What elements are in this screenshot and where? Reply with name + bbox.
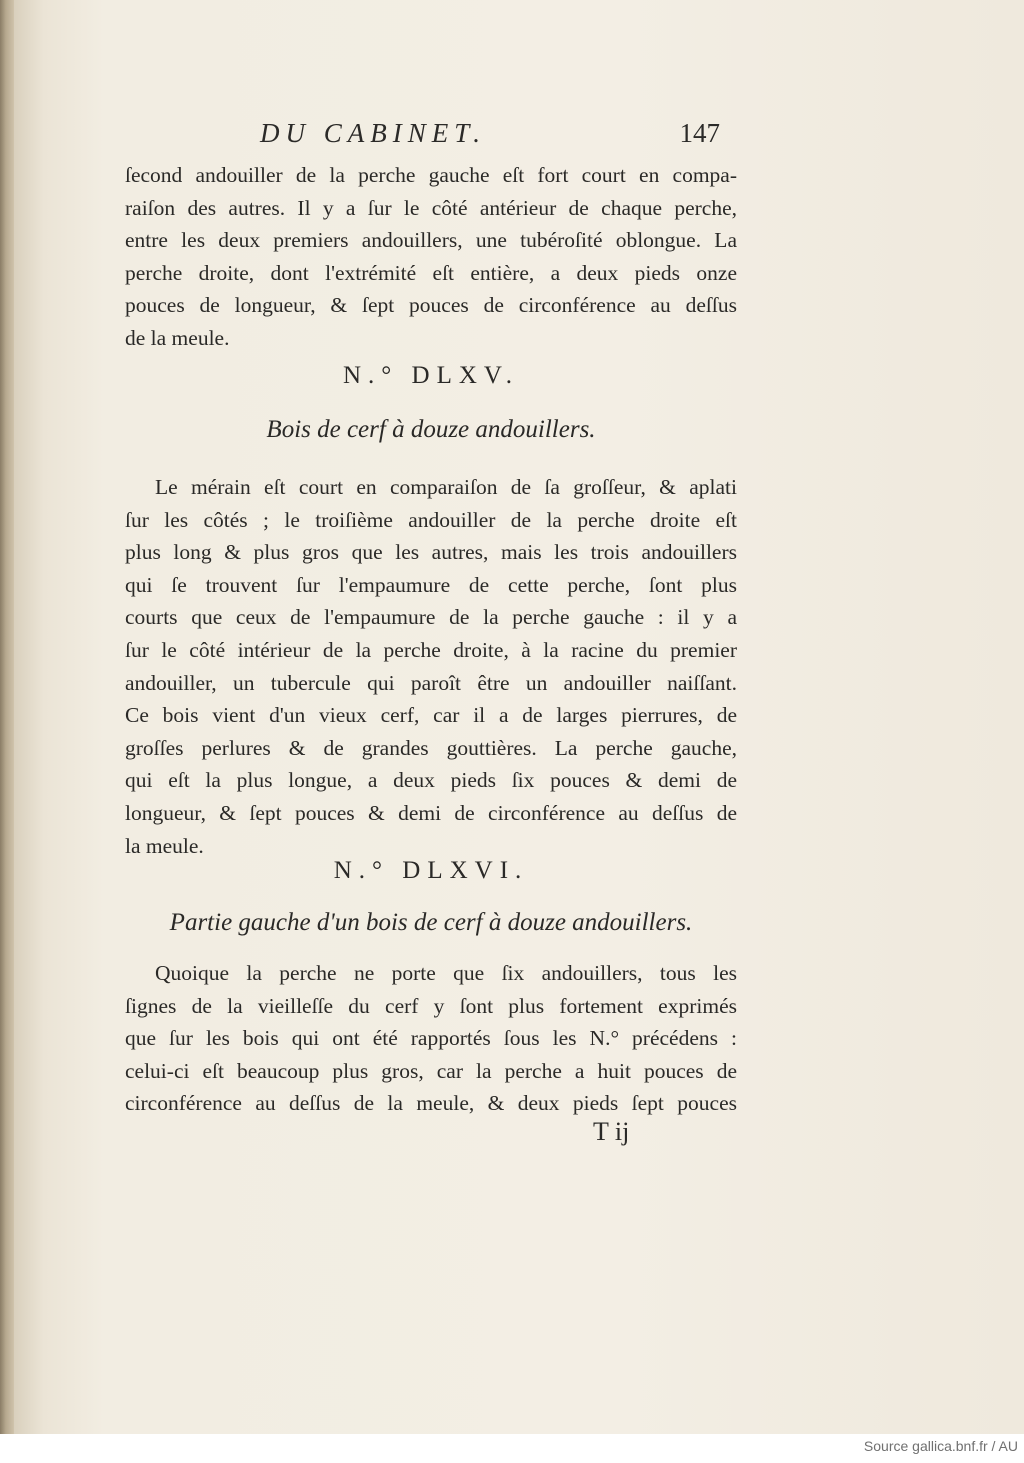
entry-number-dlxvi: N.° DLXVI. (333, 857, 529, 884)
book-gutter (0, 0, 14, 1434)
paragraph-continued (125, 159, 737, 355)
text-line: raiſon des autres. Il y a ſur le côté antérieur de chaque perche, (125, 195, 737, 220)
text-line: Le mérain eſt court en comparaiſon de ſa groſſeur, & aplati (155, 475, 737, 499)
source-credit: Source gallica.bnf.fr / AU (863, 1438, 1018, 1454)
text-line: Quoique la perche ne porte que ſix andouillers, tous les (155, 961, 737, 985)
running-head-title: DU CABINET. (260, 118, 486, 148)
text-line: ſur les côtés ; le troiſième andouiller de la perche droite eſt (125, 507, 737, 532)
entry-body-dlxv (125, 471, 737, 862)
signature-mark: T ij (593, 1117, 630, 1146)
text-line: qui eſt la plus longue, a deux pieds ſix pouces & demi de (125, 768, 737, 793)
text-line: Ce bois vient d'un vieux cerf, car il a de larges pierrures, de (125, 703, 737, 728)
entry-title-dlxv: Bois de cerf à douze andouillers. (266, 416, 596, 443)
text-line: longueur, & ſept pouces & demi de circonférence au deſſus de (125, 800, 737, 825)
text-line: perche droite, dont l'extrémité eſt entière, a deux pieds onze (125, 260, 737, 285)
text-line: la meule. (125, 833, 204, 858)
text-line: celui-ci eſt beaucoup plus gros, car la perche a huit pouces de (125, 1058, 737, 1083)
entry-body-dlxvi (125, 957, 737, 1120)
text-line: de la meule. (125, 325, 230, 350)
text-line: que ſur les bois qui ont été rapportés ſous les N.° précédens : (125, 1026, 737, 1051)
text-line: ſur le côté intérieur de la perche droite, à la racine du premier (125, 637, 737, 662)
text-line: pouces de longueur, & ſept pouces de circonférence au deſſus (125, 293, 737, 318)
page-number: 147 (679, 118, 720, 148)
text-line: ſecond andouiller de la perche gauche eſt fort court en compa- (125, 163, 737, 187)
text-line: entre les deux premiers andouillers, une tubéroſité oblongue. La (125, 228, 737, 253)
text-line: groſſes perlures & de grandes gouttières. La perche gauche, (125, 735, 737, 760)
text-line: andouiller, un tubercule qui paroît être un andouiller naiſſant. (125, 670, 737, 695)
text-line: qui ſe trouvent ſur l'empaumure de cette perche, ſont plus (125, 572, 737, 597)
text-line: plus long & plus gros que les autres, mais les trois andouillers (125, 540, 737, 565)
entry-title-dlxvi: Partie gauche d'un bois de cerf à douze andouillers. (169, 909, 693, 936)
running-head (260, 118, 720, 158)
entry-number-dlxv: N.° DLXV. (342, 362, 519, 389)
text-line: courts que ceux de l'empaumure de la perche gauche : il y a (125, 605, 737, 630)
text-line: ſignes de la vieilleſſe du cerf y ſont plus fortement exprimés (125, 993, 737, 1018)
text-line: circonférence au deſſus de la meule, & deux pieds ſept pouces (125, 1091, 737, 1116)
